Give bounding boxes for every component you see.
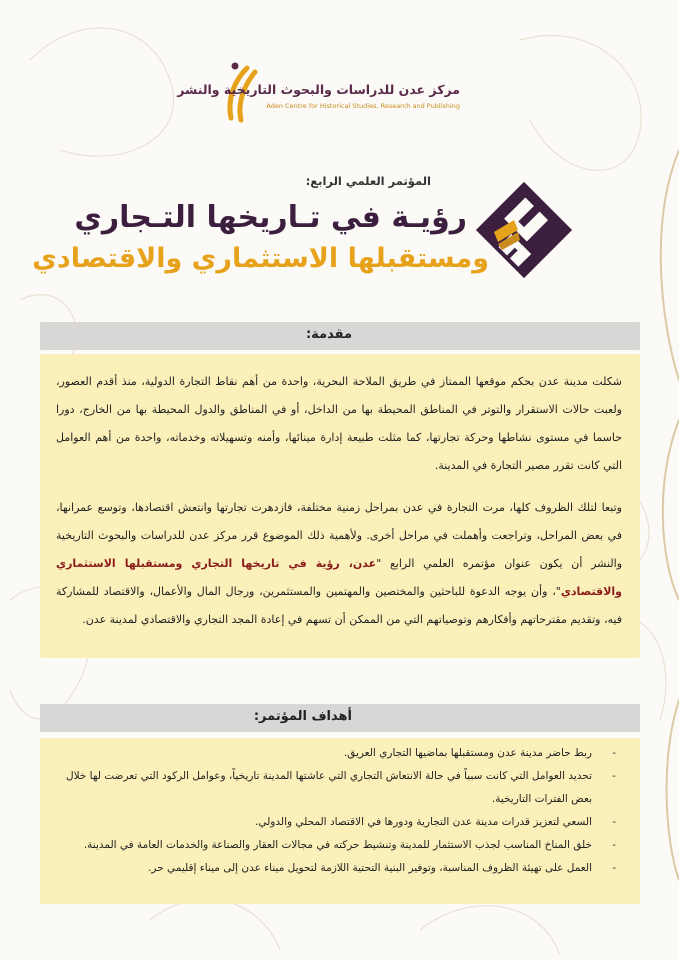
intro-paragraph-2-end: "، وأن يوجه الدعوة للباحثين والمختصين والمهتمين والمستثمرين، ورجال المال والأعمال، والاقتصاد للمشاركة فيه، وتقديم مقترحاتهم وأفكارهم وتوصياتهم التي من الممكن أن تسهم في إعادة المجد التجاري والاقتصادي لمدينة عدن. [56, 585, 622, 626]
goals-heading: أهداف المؤتمر: [253, 709, 352, 724]
goals-heading-bar [40, 704, 640, 732]
centre-name-english: Aden Centre for Historical Studies, Research and Publishing [266, 102, 460, 110]
centre-logo [177, 58, 460, 124]
goals-list [56, 742, 622, 880]
goal-item: - العمل على تهيئة الظروف المناسبة، وتوفير البنية التحتية اللازمة لتحويل ميناء عدن إلى ميناء إقليمي حر. [56, 857, 622, 880]
conference-title-line1: رؤيـة في تـاريخها التـجاري [74, 200, 467, 235]
conference-title-line2: ومستقبلها الاستثماري والاقتصادي [32, 243, 489, 274]
goal-item: - خلق المناخ المناسب لجذب الاستثمار للمدينة وتنشيط حركته في مجالات العقار والصناعة والخدمات العامة في المدينة. [56, 834, 622, 857]
intro-heading-bar [40, 322, 640, 350]
conference-label: المؤتمر العلمي الرابع: [305, 174, 431, 188]
goal-item: - ربط حاضر مدينة عدن ومستقبلها بماضيها التجاري العريق. [56, 742, 622, 765]
conference-title-highlight: عدن، رؤية في تاريخها التجاري ومستقبلها الاستثماري والاقتصادي [56, 557, 622, 598]
centre-name-arabic: مركز عدن للدراسات والبحوث التاريخية والنشر [177, 82, 460, 97]
intro-paragraph-2-start: وتبعا لتلك الظروف كلها، مرت التجارة في عدن بمراحل زمنية مختلفة، فازدهرت تجارتها وانتعش اقتصادها، وتوسع عمرانها، في بعض المراحل، وتراجعت وأهملت في مراحل أخرى. ولأهمية ذلك الموضوع قرر مركز عدن للدراسات والبحوث التاريخية والنشر أن يكون عنوان مؤتمره العلمي الرابع " [56, 501, 623, 570]
goal-item: - السعي لتعزيز قدرات مدينة عدن التجارية ودورها في الاقتصاد المحلي والدولي. [56, 811, 622, 834]
intro-heading: مقدمة: [305, 327, 352, 342]
intro-paragraph-2 [56, 494, 622, 634]
goal-item: - تحديد العوامل التي كانت سبباً في حالة الانتعاش التجاري التي عاشتها المدينة تاريخياً، وعوامل الركود التي تعرضت لها خلال بعض الفترات التاريخية. [56, 765, 622, 811]
intro-paragraph-1: شكلت مدينة عدن بحكم موقعها الممتاز في طريق الملاحة البحرية، واحدة من أهم نقاط التجارة الدولية، منذ أقدم العصور، ولعبت حالات الاستقرار والتوتر في المناطق المحيطة بها من الداخل، أو في المناطق والدول المحيطة بها من الخارج، دورا حاسما في مستوى نشاطها وحركة تجارتها، كما مثلت طبيعة إدارة مينائها، وأمنه وتسهيلاته وخدماته، واحدة من أهم العوامل التي كانت تقرر مصير التجارة في المدينة. [56, 375, 622, 472]
